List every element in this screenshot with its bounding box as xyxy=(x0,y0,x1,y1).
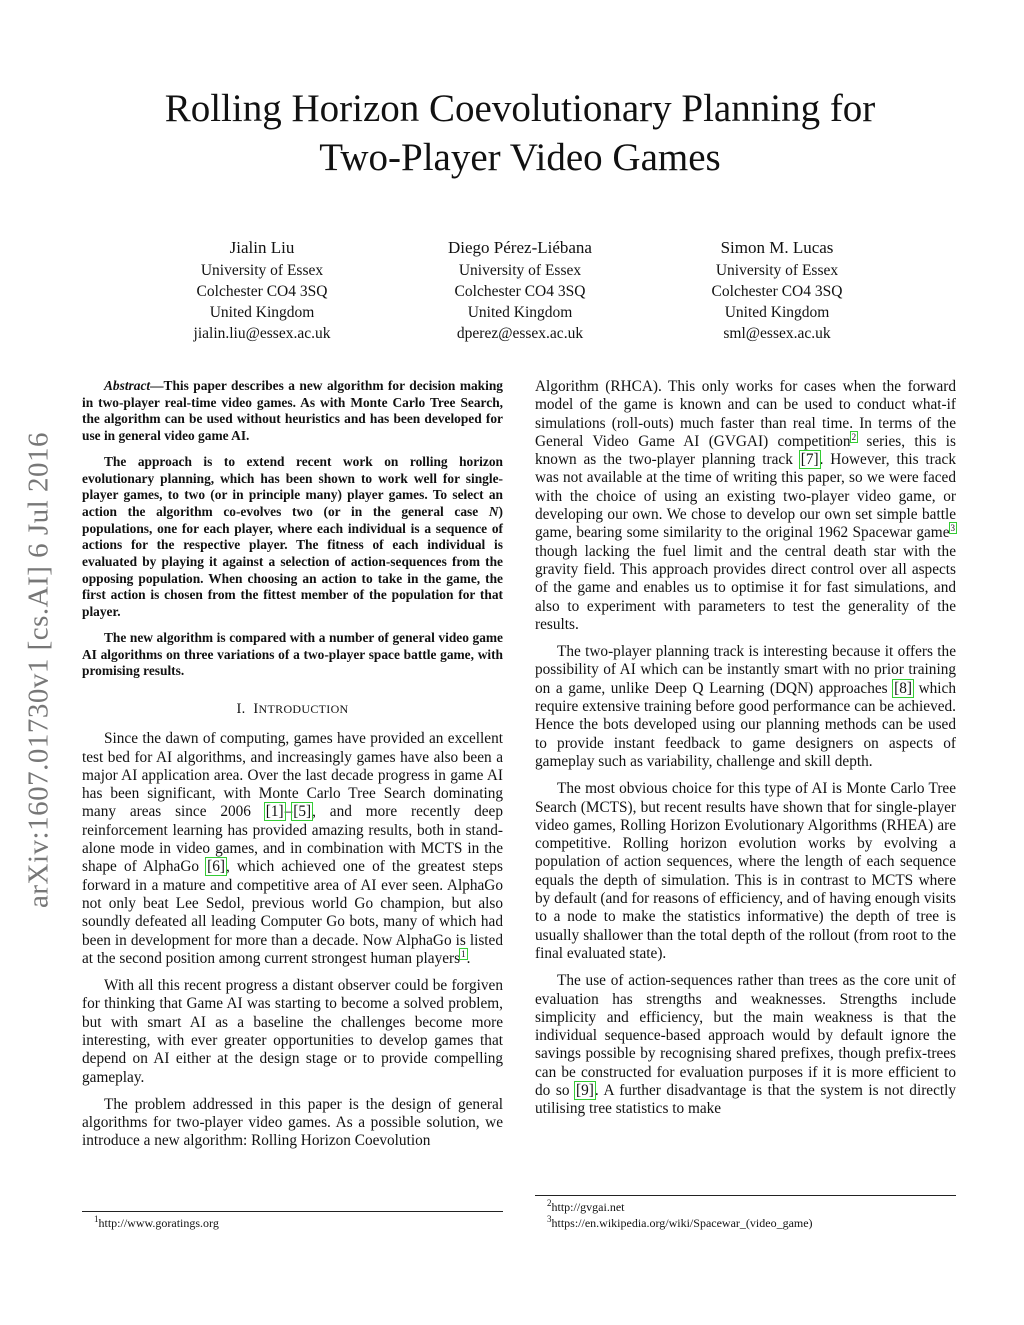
body-text: , which achieved one of the greatest steps forward in a mature and competitive area of AI ever seen. AlphaGo not only beat Lee Sedol, previous world Go champion, but also soundly defeated all leading Computer Go bots, many of which had been in development for more than a decade. Now AlphaGo is listed at the second position among current strongest human players xyxy=(82,858,503,967)
right-paragraph-1 xyxy=(535,378,956,634)
citation-link[interactable]: [8] xyxy=(894,679,913,697)
citation-link[interactable]: [6] xyxy=(207,858,225,876)
footnote-link[interactable]: 3 xyxy=(950,523,955,534)
footnote-number: 3 xyxy=(547,1214,552,1224)
body-text: . xyxy=(466,949,471,967)
author-name: Jialin Liu xyxy=(229,238,295,257)
body-text: The use of action-sequences rather than trees as the core unit of evaluation has strengths and weaknesses. Strengths include simplicity and efficiency, but the main weakness is that the individual sequence-based approach would by default ignore the savings possible by recognising shared prefixes, though prefix-trees can be constructed for evaluation purposes if it is more efficient to do so xyxy=(535,972,956,1099)
right-paragraph-2 xyxy=(535,643,956,771)
footnote-url[interactable]: http://www.goratings.org xyxy=(98,1216,219,1230)
body-text: which require extensive training before good performance can be achieved. Hence the bots developed using our planning methods can be used to provide instant feedback to game designers on aspects of gameplay such as variability, challenge and skill depth. xyxy=(535,679,956,770)
citation-link[interactable]: [1] xyxy=(265,803,284,821)
footnote-3 xyxy=(535,1215,956,1231)
footnote-number: 1 xyxy=(94,1214,99,1224)
section-heading xyxy=(82,700,503,718)
body-text: series, this is known as the two-player planning track xyxy=(535,432,956,469)
footnote-1 xyxy=(82,1215,503,1231)
author-affiliation: University of Essex xyxy=(458,262,582,279)
left-column xyxy=(82,378,503,1160)
body-text: Algorithm (RHCA). This only works for cases when the forward model of the game is known and can be used to conduct what-if simulations (roll-outs) much faster than real time. In terms of the General Video Game AI (GVGAI) competition xyxy=(535,378,956,450)
author-country: United Kingdom xyxy=(209,304,315,321)
body-text: , and more recently deep reinforcement learning has provided amazing results, both in stand-alone mode in video games, and in combination with MCTS in the shape of AlphaGo xyxy=(82,803,503,876)
body-text: though lacking the fuel limit and the central death star with the gravity field. This approach provides direct control over all aspects of the game and enables us to optimise it for fast simulations, and also to experiment with parameters to test the generality of the results. xyxy=(535,542,956,633)
author-country: United Kingdom xyxy=(467,304,573,321)
intro-paragraph-1 xyxy=(82,730,503,968)
citation-link[interactable]: [9] xyxy=(576,1081,594,1099)
abstract-paragraph-1 xyxy=(82,378,503,445)
intro-paragraph-3 xyxy=(82,1096,503,1151)
author-affiliation: University of Essex xyxy=(200,262,324,279)
body-text: With all this recent progress a distant observer could be forgiven for thinking that Game AI was starting to become a solved problem, but with smart AI as a baseline the challenges become more interesting, with ever greater opportunities to develop games that depend on AI either at the design stage or to provide compelling gameplay. xyxy=(82,977,503,1086)
body-text: . A further disadvantage is that the system is not directly utilising tree statistics to make xyxy=(535,1081,957,1118)
citation-link[interactable]: [7] xyxy=(800,451,819,469)
intro-paragraph-2 xyxy=(82,977,503,1087)
footnote-url[interactable]: http://gvgai.net xyxy=(551,1200,625,1214)
title-line-2: Two-Player Video Games xyxy=(319,136,721,179)
author-city: Colchester CO4 3SQ xyxy=(454,283,586,300)
range-dash: – xyxy=(284,803,293,821)
footnote-number: 2 xyxy=(547,1198,552,1208)
paper-title xyxy=(80,84,960,182)
body-text: . However, this track was not available at the time of writing this paper, so we were faced with the choice of using an existing two-player video game, or developing our own. We chose to develop our own set simple battle game, bearing some similarity to the original 1962 Spacewar game xyxy=(535,451,956,542)
author-block-1 xyxy=(132,236,392,344)
author-city: Colchester CO4 3SQ xyxy=(196,283,328,300)
arxiv-stamp-text: arXiv:1607.01730v1 [cs.AI] 6 Jul 2016 xyxy=(22,431,55,909)
section-title-initial: I xyxy=(253,700,259,717)
title-line-1: Rolling Horizon Coevolutionary Planning for xyxy=(164,87,876,130)
right-column xyxy=(535,378,956,1128)
right-paragraph-4 xyxy=(535,972,956,1118)
author-name: Simon M. Lucas xyxy=(720,238,834,257)
body-text: The most obvious choice for this type of AI is Monte Carlo Tree Search (MCTS), but recent results have shown that for single-player video games, Rolling Horizon Evolutionary Algorithms (RHEA) are competitive. Rolling horizon evolution works by evolving a population of action sequences, where the length of each sequence equals the depth of simulation. This is in contrast to MCTS where by default (and for reasons of efficiency, and of having enough visits to a node to make the statistics informative) the depth of tree is usually shallower than the total depth of the rollout (from root to the final evaluated state). xyxy=(535,780,956,962)
footnotes-left xyxy=(82,1211,503,1231)
author-country: United Kingdom xyxy=(724,304,830,321)
author-email: jialin.liu@essex.ac.uk xyxy=(193,325,331,342)
author-email: dperez@essex.ac.uk xyxy=(456,325,584,342)
abstract-text: The approach is to extend recent work on rolling horizon evolutionary planning, which has been shown to work well for single-player games, to two (or in principle many) player games. To select an action the algorithm co-evolves two (or in the general case xyxy=(82,453,503,519)
abstract xyxy=(82,378,503,680)
abstract-paragraph-2 xyxy=(82,454,503,621)
citation-link[interactable]: [5] xyxy=(293,803,312,821)
author-affiliation: University of Essex xyxy=(715,262,839,279)
author-block-3 xyxy=(647,236,907,344)
abstract-text: —This paper describes a new algorithm for decision making in two-player real-time video games. As with Monte Carlo Tree Search, the algorithm can be used without heuristics and has been developed for use in general video game AI. xyxy=(82,378,503,444)
abstract-text: The new algorithm is compared with a number of general video game AI algorithms on three variations of a two-player space battle game, with promising results. xyxy=(82,629,503,679)
author-block-2 xyxy=(390,236,650,344)
body-text: The problem addressed in this paper is the design of general algorithms for two-player video games. As a possible solution, we introduce a new algorithm: Rolling Horizon Coevolution xyxy=(82,1095,503,1150)
math-variable: N xyxy=(488,503,499,519)
abstract-paragraph-3 xyxy=(82,630,503,680)
body-text: The two-player planning track is interesting because it offers the possibility of AI which can be instantly smart with no prior training on a game, unlike Deep Q Learning (DQN) approaches xyxy=(535,643,956,697)
footnote-link[interactable]: 1 xyxy=(461,948,466,959)
abstract-label: Abstract xyxy=(104,378,151,393)
footnote-url[interactable]: https://en.wikipedia.org/wiki/Spacewar_(video_game) xyxy=(551,1216,813,1230)
section-title-rest: NTRODUCTION xyxy=(258,701,349,716)
footnote-link[interactable]: 2 xyxy=(851,431,857,442)
right-paragraph-3 xyxy=(535,780,956,963)
footnote-2 xyxy=(535,1199,956,1215)
arxiv-stamp xyxy=(21,380,57,960)
body-text: Since the dawn of computing, games have provided an excellent test bed for AI algorithms, and increasingly games have also been a major AI application area. Over the last decade progress in game AI has been significant, with Monte Carlo Tree Search dominating many areas since 2006 xyxy=(82,730,503,821)
author-city: Colchester CO4 3SQ xyxy=(711,283,843,300)
author-name: Diego Pérez-Liébana xyxy=(448,238,592,257)
author-email: sml@essex.ac.uk xyxy=(723,325,831,342)
abstract-text: ) populations, one for each player, where each individual is a sequence of actions for the respective player. The fitness of each individual is evaluated by playing it against a selection of action-sequences from the opposing population. When choosing an action to take in the game, the first action is chosen from the fittest member of the population for that player. xyxy=(82,503,503,620)
section-numeral: I. xyxy=(236,700,246,717)
footnotes-right xyxy=(535,1195,956,1231)
